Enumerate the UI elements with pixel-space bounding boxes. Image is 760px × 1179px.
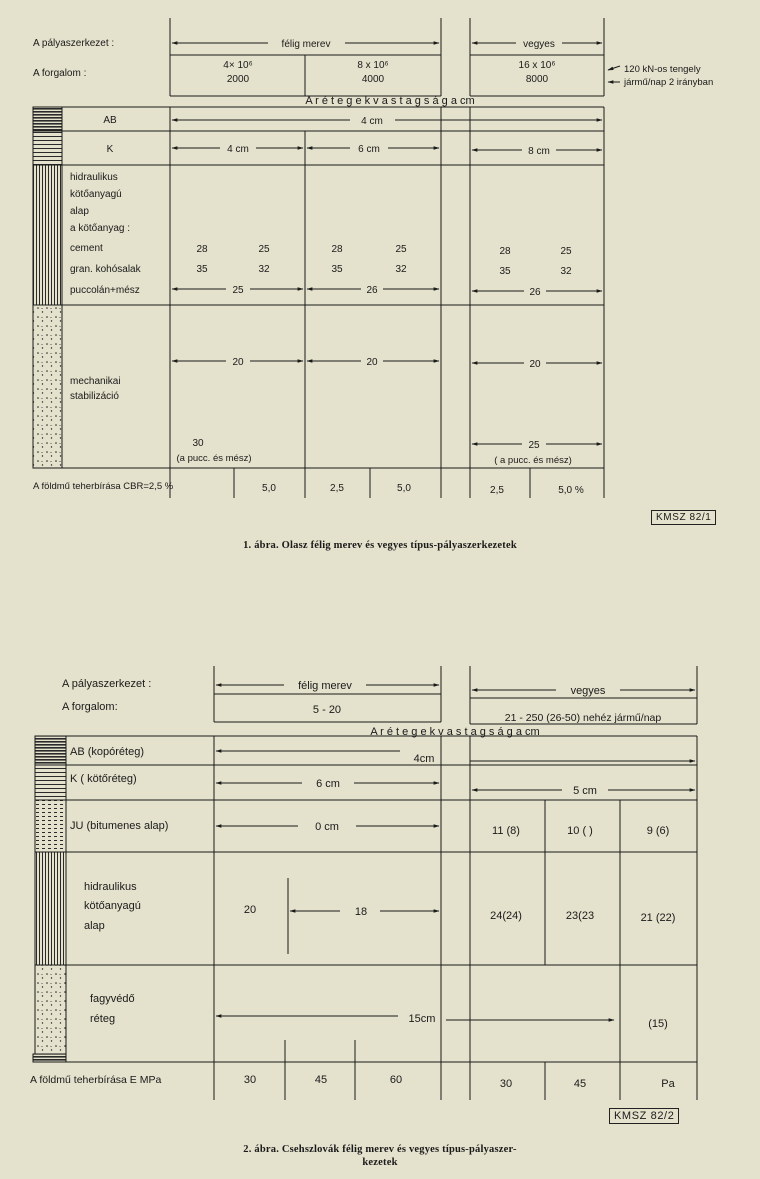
fig1-hydraulic-2: kötőanyagú bbox=[70, 189, 122, 200]
fig2-row-ju: JU (bitumenes alap) bbox=[70, 820, 169, 832]
fig1-label-traffic: A forgalom : bbox=[33, 68, 87, 79]
fig2-e-value: 45 bbox=[573, 1078, 587, 1090]
fig1-cbr-value: 5,0 bbox=[262, 483, 276, 494]
fig1-cement-value: 28 bbox=[331, 244, 343, 255]
fig2-row-ab: AB (kopóréteg) bbox=[70, 746, 144, 758]
fig2-label-traffic: A forgalom: bbox=[62, 701, 118, 713]
fig1-slag-value: 35 bbox=[499, 266, 511, 277]
fig1-vehicles-1: 2000 bbox=[226, 74, 250, 85]
fig1-pozzolan: puccolán+mész bbox=[70, 285, 140, 296]
fig2-semi-rigid: félig merev bbox=[298, 680, 352, 692]
fig1-mech-alt-note-1: (a pucc. és mész) bbox=[176, 453, 252, 464]
fig2-hydraulic-2: kötőanyagú bbox=[84, 900, 141, 912]
fig1-k-value-3: 8 cm bbox=[528, 146, 550, 157]
fig1-code-box: KMSZ 82/1 bbox=[651, 510, 716, 525]
fig1-cement-value: 25 bbox=[258, 244, 270, 255]
fig2-hydraulic-1: hidraulikus bbox=[84, 881, 137, 893]
fig2-e-value: 45 bbox=[314, 1074, 328, 1086]
fig2-hyd-mixed: 23(23 bbox=[565, 910, 595, 922]
fig2-hyd-mixed: 24(24) bbox=[490, 910, 522, 922]
fig2-frost-alt: (15) bbox=[648, 1018, 668, 1030]
fig1-slag-value: 32 bbox=[258, 264, 270, 275]
fig1-mech-1: mechanikai bbox=[70, 376, 121, 387]
fig2-ju-semi: 0 cm bbox=[315, 821, 339, 833]
fig1-mixed: vegyes bbox=[523, 39, 555, 50]
fig1-thickness-header: A r é t e g e k v a s t a g s á g a cm bbox=[305, 95, 475, 107]
fig1-vehicles-3: 8000 bbox=[525, 74, 549, 85]
fig1-mech-alt-1: 30 bbox=[192, 438, 204, 449]
fig2-hyd-mixed: 21 (22) bbox=[640, 912, 676, 924]
fig1-pozzolan-value: 26 bbox=[366, 285, 378, 296]
fig2-caption-line-1: 2. ábra. Csehszlovák félig merev és vegyes típus-pályaszer- bbox=[243, 1144, 517, 1155]
fig2-row-k: K ( kötőréteg) bbox=[70, 773, 137, 785]
fig1-mech-alt-note-2: ( a pucc. és mész) bbox=[494, 455, 572, 466]
fig1-cbr-value: 5,0 bbox=[397, 483, 411, 494]
fig1-cement-value: 25 bbox=[560, 246, 572, 257]
fig2-ju-mixed: 10 ( ) bbox=[567, 825, 593, 837]
fig1-slag-value: 32 bbox=[395, 264, 407, 275]
fig1-axles-1: 4× 10⁶ bbox=[223, 60, 253, 71]
fig1-mech-alt-2: 25 bbox=[528, 440, 540, 451]
fig1-hydraulic-4: a kötőanyag : bbox=[70, 223, 131, 234]
fig1-mech-value: 20 bbox=[232, 357, 244, 368]
fig2-hyd-semi-2: 18 bbox=[354, 906, 368, 918]
fig1-label-structure: A pályaszerkezet : bbox=[33, 38, 115, 49]
fig1-pozzolan-value: 26 bbox=[529, 287, 541, 298]
fig2-k-mixed: 5 cm bbox=[573, 785, 597, 797]
fig2-e-label: A földmű teherbírása E MPa bbox=[30, 1074, 162, 1086]
fig2-hyd-semi-1: 20 bbox=[243, 904, 257, 916]
fig2-mixed: vegyes bbox=[570, 685, 606, 697]
fig2-traffic-semi: 5 - 20 bbox=[312, 704, 342, 716]
fig1-axles-2: 8 x 10⁶ bbox=[357, 60, 389, 71]
fig2-e-value: Pa bbox=[661, 1078, 675, 1090]
fig1-cement-value: 28 bbox=[499, 246, 511, 257]
fig1-mech-value: 20 bbox=[529, 359, 541, 370]
fig1-cbr-value: 2,5 bbox=[490, 485, 504, 496]
fig2-ju-mixed: 11 (8) bbox=[492, 825, 520, 837]
fig2-label-structure: A pályaszerkezet : bbox=[62, 678, 152, 690]
fig1-hydraulic-3: alap bbox=[70, 206, 89, 217]
fig1-k-value-2: 6 cm bbox=[358, 144, 380, 155]
fig1-semi-rigid: félig merev bbox=[281, 39, 331, 50]
fig1-axles-3: 16 x 10⁶ bbox=[518, 60, 556, 71]
fig1-slag-value: 35 bbox=[331, 264, 343, 275]
fig2-frost-2: réteg bbox=[90, 1013, 116, 1025]
fig1-cbr-value: 2,5 bbox=[330, 483, 344, 494]
fig2-ab-value: 4cm bbox=[413, 753, 435, 765]
fig1-slag: gran. kohósalak bbox=[70, 264, 141, 275]
fig1-traffic-note-1: 120 kN-os tengely bbox=[624, 64, 701, 75]
fig1-traffic-note-2: jármű/nap 2 irányban bbox=[624, 77, 714, 88]
fig1-cement: cement bbox=[70, 243, 103, 254]
fig2-ju-mixed: 9 (6) bbox=[646, 825, 670, 837]
fig1-mech-2: stabilizáció bbox=[70, 391, 119, 402]
fig1-ab-value: 4 cm bbox=[361, 116, 383, 127]
fig2-code-box: KMSZ 82/2 bbox=[609, 1108, 679, 1124]
fig1-cement-value: 28 bbox=[196, 244, 208, 255]
fig1-vehicles-2: 4000 bbox=[361, 74, 385, 85]
figure-2-text bbox=[30, 678, 676, 1090]
fig2-e-value: 60 bbox=[389, 1074, 403, 1086]
fig1-pozzolan-value: 25 bbox=[232, 285, 244, 296]
fig1-cbr-label: A földmű teherbírása CBR=2,5 % bbox=[33, 481, 174, 492]
fig1-caption: 1. ábra. Olasz félig merev és vegyes típus-pályaszerkezetek bbox=[243, 540, 517, 551]
figure-1 bbox=[33, 18, 620, 498]
fig2-thickness-header: A r é t e g e k v a s t a g s á g a cm bbox=[370, 726, 540, 738]
fig2-hydraulic-3: alap bbox=[84, 920, 105, 932]
fig2-caption-line-2: kezetek bbox=[362, 1157, 398, 1168]
fig1-mech-value: 20 bbox=[366, 357, 378, 368]
fig2-traffic-mixed: 21 - 250 (26-50) nehéz jármű/nap bbox=[504, 712, 662, 724]
fig2-frost-1: fagyvédő bbox=[90, 993, 135, 1005]
fig2-k-semi: 6 cm bbox=[316, 778, 340, 790]
fig1-hydraulic-1: hidraulikus bbox=[70, 172, 118, 183]
fig1-slag-value: 32 bbox=[560, 266, 572, 277]
fig1-row-k: K bbox=[106, 144, 114, 155]
fig2-e-value: 30 bbox=[243, 1074, 257, 1086]
fig1-k-value-1: 4 cm bbox=[227, 144, 249, 155]
fig1-row-ab: AB bbox=[103, 115, 117, 126]
fig1-slag-value: 35 bbox=[196, 264, 208, 275]
fig2-frost-value: 15cm bbox=[408, 1013, 436, 1025]
fig1-cbr-value: 5,0 % bbox=[558, 485, 584, 496]
fig1-cement-value: 25 bbox=[395, 244, 407, 255]
fig2-e-value: 30 bbox=[499, 1078, 513, 1090]
